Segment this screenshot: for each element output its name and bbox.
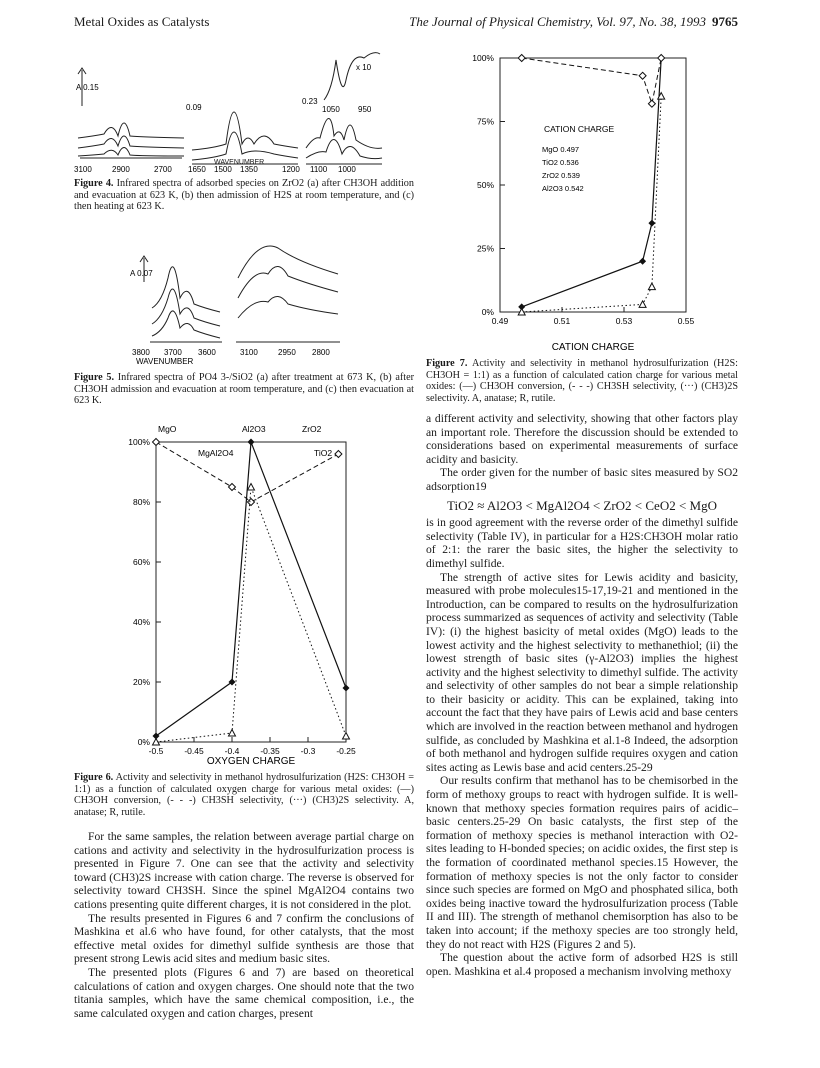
fig4-tick: 1100	[310, 165, 328, 174]
data-point	[518, 55, 525, 62]
data-point	[639, 72, 646, 79]
paragraph: The results presented in Figures 6 and 7 confirm the conclusions of Mashkina et al.6 who have found, for other catalysts, that the most effective metal oxides for dimethyl sulfide synthesis are those that present strong Lewis acid sites and medium basic sites.	[74, 911, 414, 966]
figure-4-caption	[74, 178, 414, 213]
y-tick-label: 25%	[476, 243, 494, 254]
fig4-tick: 1200	[282, 165, 300, 174]
figure-4	[74, 40, 414, 175]
basicity-order-equation: TiO2 ≈ Al2O3 < MgAl2O4 < ZrO2 < CeO2 < MgO	[447, 497, 717, 513]
plot-frame	[500, 58, 686, 312]
y-tick-label: 0%	[481, 307, 494, 317]
page-number: 9765	[712, 14, 738, 29]
paragraph: is in good agreement with the reverse order of the dimethyl sulfide selectivity (Table IV), in particular for a H2S:CH3OH molar ratio of 2:1: the rarer the basic sites, the higher the selectivity to dimethyl sulfide.	[426, 516, 738, 570]
data-point	[648, 283, 655, 290]
fig4-tick: 1050	[322, 105, 340, 114]
data-point	[648, 220, 655, 227]
data-point	[343, 685, 350, 692]
running-head-right	[409, 14, 738, 30]
left-column-body	[74, 830, 414, 1020]
x-tick-label: 0.49	[491, 316, 509, 326]
fig7-caption-text: Activity and selectivity in methanol hydrosulfurization (H2S: CH3OH = 1:1) as a function of calculated cation charge for various metal oxides: (—) CH3OH conversion, (- - -) CH3SH selectivity, (···) (CH3)2S selectivity. A, anatase; R, rutile.	[426, 358, 738, 404]
legend-entry: ZrO2 0.539	[542, 171, 580, 180]
data-point	[248, 499, 255, 506]
figure-5-caption	[74, 372, 414, 407]
figure-6-chart	[98, 420, 388, 765]
fig4-tick: 3100	[74, 165, 92, 174]
fig4-scale-c: 0.23	[302, 97, 318, 106]
figure-7	[432, 40, 732, 360]
x-tick-label: -0.45	[184, 746, 204, 756]
paragraph: The question about the active form of adsorbed H2S is still open. Mashkina et al.4 proposed a mechanism involving methoxy	[426, 951, 738, 978]
figure-5-spectra	[128, 218, 358, 368]
fig5-caption-label: Figure 5.	[74, 372, 115, 383]
data-point	[153, 439, 160, 446]
figure-7-chart	[432, 40, 732, 360]
figure-6	[98, 420, 388, 765]
x-tick-label: -0.25	[336, 746, 356, 756]
fig4-x10: x 10	[356, 63, 372, 72]
y-tick-label: 0%	[137, 737, 150, 747]
data-point	[648, 100, 655, 107]
fig4-tick: 1000	[338, 165, 356, 174]
fig4-tick: 1650	[188, 165, 206, 174]
fig5-tick: 3700	[164, 348, 182, 357]
paragraph: Our results confirm that methanol has to be chemisorbed in the form of methoxy groups to react with hydrogen sulfide. It is well-known that methoxy species formation requires pairs of acidic–basic centers.25-29 On basic catalysts, the first step of the formation of methoxy species is methanol interaction with O2- sites leading to H-bonded species; on acidic oxides, the first step is the formation of coordinated methanol species.15 However, the formation of methoxy species is not the only factor to consider since such species are formed on MgO and phosphated silica, both oxides being inactive toward the hydrosulfurization process (Table II and III). The strength of methanol chemisorption has also to be taken into account; if the methoxy species are too strongly held, they do not react with H2S (Figures 2 and 5).	[426, 774, 738, 951]
fig4-tick: 2700	[154, 165, 172, 174]
x-tick-label: -0.3	[300, 746, 316, 756]
top-label-mgo: MgO	[158, 424, 177, 434]
fig5-tick: 3800	[132, 348, 150, 357]
x-tick-label: 0.51	[553, 316, 571, 326]
data-point	[248, 484, 255, 491]
fig5-caption-text: Infrared spectra of PO4 3-/SiO2 (a) after treatment at 673 K, (b) after CH3OH admission and evacuation at room temperature, and (c) then evacuation at 623 K.	[74, 372, 415, 407]
x-axis-title: CATION CHARGE	[551, 342, 635, 353]
fig4-tick: 950	[358, 105, 372, 114]
fig4-scale-b: 0.09	[186, 103, 202, 112]
data-point	[229, 730, 236, 737]
x-axis-title: OXYGEN CHARGE	[206, 756, 296, 765]
x-tick-label: -0.4	[224, 746, 240, 756]
data-point	[248, 439, 255, 446]
y-tick-label: 20%	[132, 677, 150, 687]
paragraph: The strength of active sites for Lewis acidity and basicity, measured with probe molecules15-17,19-21 and mentioned in the Introduction, can be compared to results on the hydrosulfurization process summarized as sequences of activity and selectivity (Table IV): (i) the highest basicity of metal oxides (MgO) leads to the lowest activity and the highest selectivity to methanethiol; (ii) the lowest strength of basic sites (γ-Al2O3) implies the highest activity and the highest selectivity to dimethyl sulfide. The activity and selectivity of other samples do not bear a simple relationship to their basicity or acidity. This can be explained, taking into account the fact that they have pairs of Lewis acid and base centers which are involved in the reaction between methanol and hydrogen sulfide, as concluded by Mashkina et al.1-8 Indeed, the adsorption of both methanol and hydrogen sulfide requires oxygen and cation sites acting as Lewis base and acid centers.25-29	[426, 570, 738, 774]
data-point	[658, 55, 665, 62]
fig5-tick: 3600	[198, 348, 216, 357]
fig6-caption-label: Figure 6.	[74, 772, 114, 783]
x-tick-label: -0.5	[148, 746, 164, 756]
data-point	[343, 733, 350, 740]
fig5-tick: 2800	[312, 348, 330, 357]
right-column-body	[426, 412, 738, 978]
data-point	[639, 301, 646, 308]
journal-citation: The Journal of Physical Chemistry, Vol. 97, No. 38, 1993	[409, 14, 706, 29]
figure-4-spectra	[74, 40, 414, 175]
top-label-zro2: ZrO2	[302, 424, 322, 434]
fig4-tick: 1500	[214, 165, 232, 174]
y-tick-label: 75%	[476, 116, 494, 127]
fig4-caption-label: Figure 4.	[74, 178, 114, 189]
data-point	[335, 451, 342, 458]
fig7-caption-label: Figure 7.	[426, 358, 468, 369]
y-tick-label: 50%	[476, 180, 494, 190]
legend-entry: MgO 0.497	[542, 145, 580, 154]
paragraph: The presented plots (Figures 6 and 7) are based on theoretical calculations of cation and oxygen charges. One should note that the two titania samples, which have the same chemical composition, i.e., the same calculated oxygen and cation charges, present	[74, 965, 414, 1020]
label-tio2: TiO2	[314, 448, 333, 458]
fig4-tick: 2900	[112, 165, 130, 174]
fig4-scale-a: A 0.15	[76, 83, 99, 92]
series-line	[522, 58, 662, 104]
paragraph: a different activity and selectivity, showing that other factors play an important role. Therefore the discussion should be extended to considerations based on experimental measurements of surface acidity and basicity.	[426, 412, 738, 466]
series-line	[522, 58, 662, 307]
fig4-caption-text: Infrared spectra of adsorbed species on ZrO2 (a) after CH3OH addition and evacuation at 623 K, (b) then admission of H2S at room temperature, and (c) then heating at 623 K.	[74, 178, 414, 213]
y-tick-label: 100%	[128, 437, 150, 447]
fig5-tick: 2950	[278, 348, 296, 357]
fig5-tick: 3100	[240, 348, 258, 357]
fig4-tick: 1350	[240, 165, 258, 174]
x-tick-label: -0.35	[260, 746, 280, 756]
legend-title: CATION CHARGE	[544, 124, 615, 134]
paragraph: The order given for the number of basic sites measured by SO2 adsorption19	[426, 466, 738, 493]
x-tick-label: 0.55	[677, 316, 695, 326]
legend-entry: Al2O3 0.542	[542, 184, 584, 193]
fig5-scale: A 0.07	[130, 269, 153, 278]
y-tick-label: 100%	[472, 53, 494, 63]
y-tick-label: 60%	[132, 557, 150, 567]
running-head-left: Metal Oxides as Catalysts	[74, 14, 210, 29]
data-point	[639, 258, 646, 265]
figure-5	[128, 218, 358, 368]
fig4-axis-label: WAVENUMBER	[214, 159, 265, 166]
label-mgal2o4: MgAl2O4	[198, 448, 234, 458]
fig5-axis-label: WAVENUMBER	[136, 357, 194, 366]
figure-7-caption	[426, 358, 738, 404]
fig6-caption-text: Activity and selectivity in methanol hydrosulfurization (H2S: CH3OH = 1:1) as a function of calculated oxygen charge for various metal oxides: (—) CH3OH conversion, (- - -) CH3SH selectivity, (···) (CH3)2S selectivity. A, anatase; R, rutile.	[74, 772, 414, 818]
top-label-al2o3: Al2O3	[242, 424, 266, 434]
y-tick-label: 80%	[132, 497, 150, 507]
y-tick-label: 40%	[132, 617, 150, 627]
legend-entry: TiO2 0.536	[542, 158, 579, 167]
x-tick-label: 0.53	[615, 316, 633, 326]
figure-6-caption	[74, 772, 414, 818]
paragraph: For the same samples, the relation between average partial charge on cations and activity and selectivity in the hydrosulfurization process is presented in Figure 7. One can see that the activity and selectivity toward (CH3)2S increase with cation charge. The reverse is observed for selectivity toward CH3SH. Since the spinel MgAl2O4 contains two cations presenting quite different charges, it is not considered in the plot.	[74, 830, 414, 911]
